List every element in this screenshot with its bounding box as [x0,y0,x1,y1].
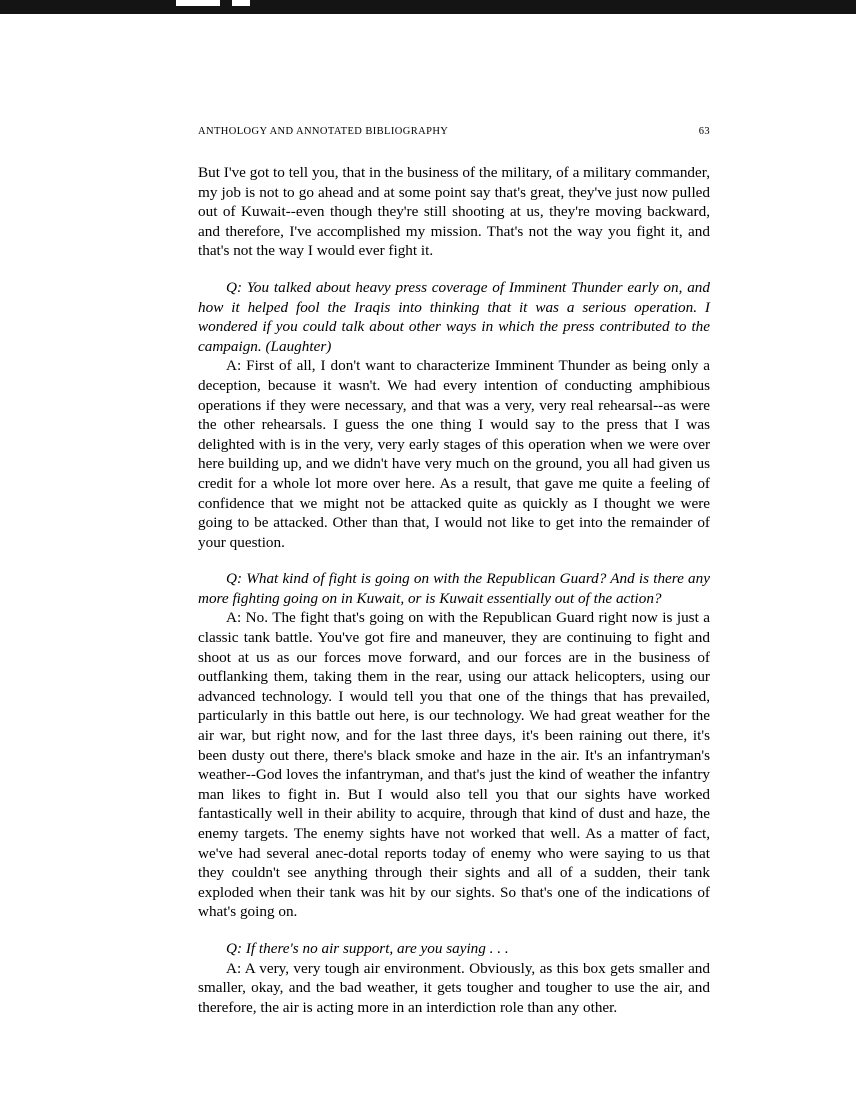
scan-artifact-gap [176,0,220,6]
page-number: 63 [698,126,710,137]
paragraph-answer: A: A very, very tough air environment. Obviously, as this box gets smaller and smaller, okay, and the bad weather, it gets tougher and tougher to use the air, and therefore, the air is acting more in an interdiction role than any other. [198,959,710,1016]
paragraph-question: Q: If there's no air support, are you saying . . . [226,939,509,957]
paragraph-question: Q: You talked about heavy press coverage of Imminent Thunder early on, and how it helped fool the Iraqis into thinking that it was a serious operation. I wondered if you could talk about other ways in which the press contributed to the campaign. (Laughter) [198,278,710,355]
paragraph-question: Q: What kind of fight is going on with the Republican Guard? And is there any more fighting going on in Kuwait, or is Kuwait essentially out of the action? [198,570,710,607]
running-head-title: ANTHOLOGY AND ANNOTATED BIBLIOGRAPHY [198,126,449,137]
paragraph-answer: A: First of all, I don't want to characterize Imminent Thunder as being only a deception, because it wasn't. We had every intention of conducting amphibious operations if they were necessary, and that was a very, very real rehearsal--as were the other rehearsals. I guess the one thing I would say to the press that I was delighted with is in the very, very early stages of this operation when we were over here building up, and we didn't have very much on the ground, you all had given us credit for a whole lot more over here. As a result, that gave me quite a feeling of confidence that we might not be attacked quite as quickly as I thought we were going to be attacked. Other than that, I would not like to get into the remainder of your question. [198,357,710,551]
paragraph-answer: A: No. The fight that's going on with the Republican Guard right now is just a classic tank battle. You've got fire and maneuver, they are continuing to fight and shoot at us as our forces move forward, and our forces are in the business of outflanking them, taking them in the rear, using our attack helicopters, using our advanced technology. I would tell you that one of the things that has prevailed, particularly in this battle out here, is our technology. We had great weather for the air war, but right now, and for the last three days, it's been raining out there, it's been dusty out there, there's black smoke and haze in the air. It's an infantryman's weather--God loves the infantryman, and that's just the kind of weather the infantry man likes to fight in. But I would also tell you that our sights have worked fantastically well in their ability to acquire, through that kind of dust and haze, the enemy targets. The enemy sights have not worked that well. As a matter of fact, we've had several anec-dotal reports today of enemy who were saying to us that they couldn't see anything through their sights and all of a sudden, their tank exploded when their tank was hit by our sights. So that's one of the indications of what's going on. [198,609,710,921]
page-content [198,126,710,1017]
scan-artifact-band [0,0,856,14]
paragraph-body: But I've got to tell you, that in the business of the military, of a military commander, my job is not to go ahead and at some point say that's great, they've just now pulled out of Kuwait--even though they're still shooting at us, they're moving backward, and therefore, I've accomplished my mission. That's not the way you fight it, and that's not the way I would ever fight it. [198,164,710,260]
scan-artifact-gap [232,0,250,6]
running-head [198,126,710,137]
